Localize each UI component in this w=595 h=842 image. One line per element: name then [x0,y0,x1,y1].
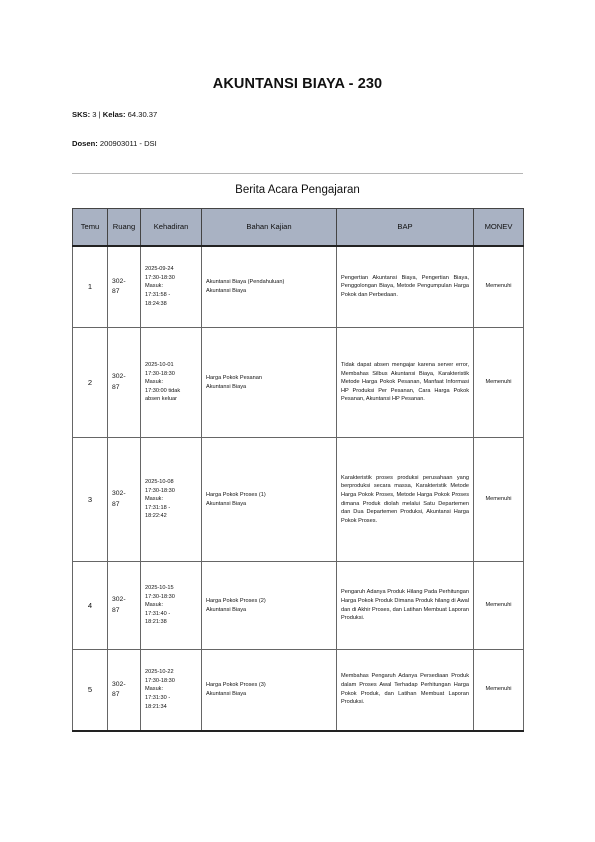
cell-ruang: 302- 87 [108,328,141,438]
cell-monev: Memenuhi [474,650,524,731]
dosen-label: Dosen: [72,139,98,148]
column-header-bahan-kajian: Bahan Kajian [202,209,337,246]
cell-ruang: 302- 87 [108,246,141,328]
cell-bap: Pengaruh Adanya Produk Hilang Pada Perhitungan Harga Pokok Produk Dimana Produk hilang di Awal dan di Akhir Proses, dan Latihan Membuat Laporan Produksi. [337,562,474,650]
cell-ruang: 302- 87 [108,650,141,731]
table-row [73,438,524,562]
column-header-temu: Temu [73,209,108,246]
column-header-monev: MONEV [474,209,524,246]
cell-bahan-kajian: Harga Pokok Proses (3) Akuntansi Biaya [202,650,337,731]
cell-bap: Membahas Pengaruh Adanya Persediaan Produk dalam Proses Awal Terhadap Perhitungan Harga Pokok Produk, dan Latihan Membuat Laporan Produksi. [337,650,474,731]
table-row [73,650,524,731]
cell-bap: Karakteristik proses produksi perusahaan yang berproduksi secara massa, Karakteristik Metode Harga Pokok Proses, Metode Harga Pokok Proses dimana Produk diolah melalui Satu Departemen dan Dua Departemen Produksi, Akuntansi Harga Pokok Proses. [337,438,474,562]
divider [72,173,523,174]
bap-table [72,208,524,732]
table-header-row [73,209,524,246]
cell-kehadiran: 2025-10-15 17:30-18:30 Masuk: 17:31:40 - 18:21:38 [141,562,202,650]
lecturer-meta [72,139,157,148]
cell-kehadiran: 2025-09-24 17:30-18:30 Masuk: 17:31:58 - 18:24:38 [141,246,202,328]
kelas-label: Kelas: [102,110,126,119]
column-header-bap: BAP [337,209,474,246]
cell-kehadiran: 2025-10-22 17:30-18:30 Masuk: 17:31:30 - 18:21:34 [141,650,202,731]
cell-bap: Pengertian Akuntansi Biaya, Pengertian Biaya, Penggolongan Biaya, Metode Pengumpulan Harga Pokok dan Perbedaan. [337,246,474,328]
table-row [73,246,524,328]
cell-temu: 2 [73,328,108,438]
cell-ruang: 302- 87 [108,562,141,650]
cell-kehadiran: 2025-10-01 17:30-18:30 Masuk: 17:30:00 tidak absen keluar [141,328,202,438]
sks-label: SKS: [72,110,91,119]
kelas-value: 64.30.37 [127,110,158,119]
cell-monev: Memenuhi [474,562,524,650]
cell-monev: Memenuhi [474,246,524,328]
cell-ruang: 302- 87 [108,438,141,562]
cell-temu: 1 [73,246,108,328]
cell-kehadiran: 2025-10-08 17:30-18:30 Masuk: 17:31:18 - 18:22:42 [141,438,202,562]
cell-temu: 5 [73,650,108,731]
cell-bahan-kajian: Harga Pokok Proses (2) Akuntansi Biaya [202,562,337,650]
cell-bahan-kajian: Harga Pokok Proses (1) Akuntansi Biaya [202,438,337,562]
dosen-value: 200903011 - DSI [99,139,157,148]
column-header-kehadiran: Kehadiran [141,209,202,246]
course-meta [72,110,157,119]
section-title: Berita Acara Pengajaran [235,184,360,196]
cell-monev: Memenuhi [474,438,524,562]
cell-temu: 4 [73,562,108,650]
table-row [73,562,524,650]
table-row [73,328,524,438]
meta-separator: | [98,110,101,119]
cell-bahan-kajian: Harga Pokok Pesanan Akuntansi Biaya [202,328,337,438]
column-header-ruang: Ruang [108,209,141,246]
cell-bap: Tidak dapat absen mengajar karena server error, Membahas Silbus Akuntansi Biaya, Karakteristik Metode Harga Pokok Pesanan, Manfaat Informasi HP Produksi Per Pesanan, Cara Harga Pokok Pesanan, Akuntansi HP Pesanan. [337,328,474,438]
cell-bahan-kajian: Akuntansi Biaya (Pendahuluan) Akuntansi Biaya [202,246,337,328]
page-title: AKUNTANSI BIAYA - 230 [212,76,383,92]
cell-monev: Memenuhi [474,328,524,438]
sks-value: 3 [92,110,97,119]
cell-temu: 3 [73,438,108,562]
